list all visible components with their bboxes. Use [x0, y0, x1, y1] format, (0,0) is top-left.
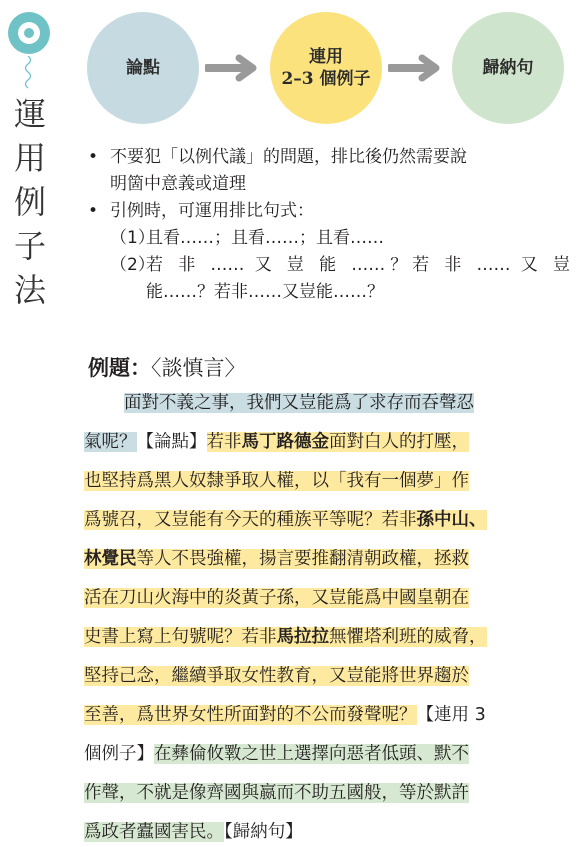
tips-list [86, 144, 570, 306]
flow-step-examples: 連用 2–3 個例子 [270, 12, 382, 124]
text-line: 面對不義之事，我們又豈能爲了求存而吞聲忍 [124, 393, 474, 413]
text-line: 個例子】在彝倫攸斁之世上選擇向惡者低頭、默不 [84, 744, 469, 764]
text-line: 作聲，不就是像齊國與嬴而不助五國般，等於默許 [84, 783, 469, 803]
flow-step-conclusion: 歸納句 [452, 12, 564, 124]
text-line: 也堅持爲黑人奴隸爭取人權，以「我有一個夢」作 [84, 471, 469, 491]
tip-item: • 引例時，可運用排比句式： [88, 201, 314, 221]
pattern-item: （1） 且看……；且看……；且看…… [110, 228, 384, 248]
text-line: 林覺民等人不畏強權，揚言要推翻清朝政權，拯救 [84, 549, 469, 569]
pattern-item-cont: 能……？若非……又豈能……？ [146, 282, 384, 302]
side-title: 運 用 例 子 法 [13, 95, 46, 309]
text-line: 氣呢？【論點】若非馬丁路德金面對白人的打壓， [84, 432, 469, 452]
flow-step-argument: 論點 [87, 12, 199, 124]
section-icon [8, 12, 50, 54]
tag-argument: 【論點】 [136, 432, 207, 452]
tip-item-cont: 明箇中意義或道理 [110, 174, 246, 194]
pattern-item: （2） 若 非 …… 又 豈 能 ……？若 非 …… 又 豈 [110, 255, 570, 275]
text-line: 爲政者蠹國害民。【歸納句】 [84, 822, 303, 842]
text-line: 史書上寫上句號呢？若非馬拉拉無懼塔利班的威脅， [84, 627, 487, 647]
arrow-right-icon [388, 54, 446, 82]
text-line: 堅持己念，繼續爭取女性教育，又豈能將世界趨於 [84, 666, 469, 686]
text-line: 活在刀山火海中的炎黃子孫，又豈能爲中國皇朝在 [84, 588, 469, 608]
arrow-right-icon [205, 54, 263, 82]
wave-decoration-icon [22, 56, 34, 90]
text-line: 爲號召，又豈能有今天的種族平等呢？若非孫中山、 [84, 510, 487, 530]
example-title: 例題：〈談慎言〉 [88, 355, 246, 380]
text-line: 至善，爲世界女性所面對的不公而發聲呢？【連用 3 [84, 705, 486, 725]
tip-item: • 不要犯「以例代議」的問題，排比後仍然需要說 [88, 147, 467, 167]
tag-examples: 【連用 3 [416, 705, 486, 725]
tag-conclusion: 【歸納句】 [224, 822, 303, 842]
